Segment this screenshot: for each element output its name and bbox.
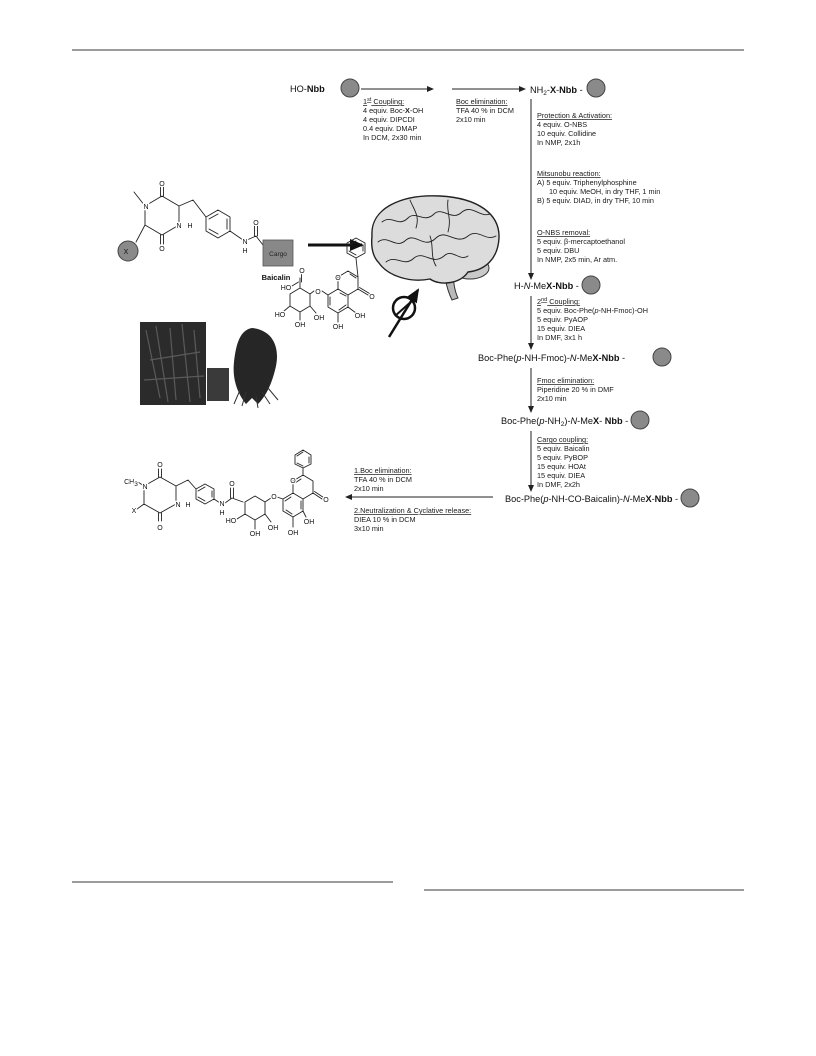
atom-label: O xyxy=(229,481,235,488)
int-seg: Boc-Phe( xyxy=(478,353,517,363)
int-seg: NH xyxy=(530,85,544,95)
atom-label: OH xyxy=(332,324,344,331)
intermediate-ho-nbb xyxy=(290,84,325,94)
int-seg: - xyxy=(556,85,560,95)
atom-label: OH xyxy=(354,313,366,320)
int-seg: -Me xyxy=(576,353,593,363)
int-seg: N xyxy=(569,353,577,363)
int-seg: - xyxy=(622,416,629,426)
cond-seg: nd xyxy=(541,297,548,303)
int-seg: - xyxy=(598,353,602,363)
photo-dried-root-small xyxy=(207,368,229,401)
int-seg: N xyxy=(570,416,578,426)
int-seg: X xyxy=(592,353,599,363)
atom-label: H xyxy=(242,248,248,255)
int-seg: X xyxy=(546,281,553,291)
baicalin-structure-bonds xyxy=(284,238,370,322)
atom-label: OH xyxy=(303,519,315,526)
cond-line xyxy=(363,106,423,115)
atom-label: O xyxy=(369,294,375,301)
resin-bead xyxy=(631,411,649,429)
cond-line: 5 equiv. DBU xyxy=(537,246,580,255)
cond-line: B) 5 equiv. DIAD, in dry THF, 10 min xyxy=(537,196,654,205)
cond-line: Piperidine 20 % in DMF xyxy=(537,385,614,394)
conditions-mitsunobu xyxy=(537,169,662,205)
resin-bead xyxy=(582,276,600,294)
int-seg: - xyxy=(672,494,679,504)
atom-label: O xyxy=(315,289,321,296)
atom-label: O xyxy=(159,246,165,253)
atom-label: O xyxy=(157,525,163,532)
int-seg: -NH-CO-Baicalin)- xyxy=(548,494,623,504)
conditions-neutralization xyxy=(354,506,473,533)
cond-line: DIEA 10 % in DCM xyxy=(354,515,416,524)
cond-line: 5 equiv. PyAOP xyxy=(537,315,588,324)
atom-label-methyl xyxy=(124,479,138,488)
atom-label: O xyxy=(335,275,341,282)
atom-label: N xyxy=(242,239,248,246)
product-structure xyxy=(124,450,329,538)
baicalin-label: Baicalin xyxy=(261,273,291,282)
atom-label: H xyxy=(219,510,225,517)
cond-line: 15 equiv. HOAt xyxy=(537,462,586,471)
atom-label: O xyxy=(271,494,277,501)
atom-label: HO xyxy=(280,285,292,292)
cond-seg: 5 equiv. Boc-Phe( xyxy=(537,306,595,315)
cond-line: In DMF, 2x2h xyxy=(537,480,580,489)
int-seg: X xyxy=(645,494,652,504)
cond-line: 2x10 min xyxy=(354,484,384,493)
atom-label: OH xyxy=(294,322,306,329)
cond-line: 10 equiv. MeOH, in dry THF, 1 min xyxy=(549,187,661,196)
resin-bead xyxy=(587,79,605,97)
atom-label: OH xyxy=(249,531,261,538)
cond-title: 1.Boc elimination: xyxy=(354,466,412,475)
cond-line: 15 equiv. DIEA xyxy=(537,471,585,480)
int-seg: Nbb xyxy=(555,281,574,291)
cond-line: 0.4 equiv. DMAP xyxy=(363,124,418,133)
cond-title: 2.Neutralization & Cyclative release: xyxy=(354,506,472,515)
cond-seg: st xyxy=(367,97,372,103)
int-seg: - xyxy=(546,85,550,95)
cond-title: Fmoc elimination: xyxy=(537,376,595,385)
int-seg: H- xyxy=(514,281,524,291)
cond-line: A) 5 equiv. Triphenylphosphine xyxy=(537,178,637,187)
cond-line: TFA 40 % in DCM xyxy=(456,106,514,115)
int-seg: -NH-Fmoc)- xyxy=(521,353,570,363)
photo-fresh-root xyxy=(234,328,277,404)
cond-seg: -OH xyxy=(409,106,424,115)
atom-label: N xyxy=(219,501,225,508)
conditions-fmoc-elimination xyxy=(537,376,616,403)
atom-seg: CH xyxy=(124,479,135,486)
cond-title xyxy=(363,97,404,106)
atom-label: OH xyxy=(267,525,279,532)
cond-line: In NMP, 2x1h xyxy=(537,138,581,147)
atom-label: O xyxy=(159,181,165,188)
intermediate-boc-phe-baicalin xyxy=(505,494,678,504)
cond-line: TFA 40 % in DCM xyxy=(354,475,412,484)
int-seg: X xyxy=(549,85,557,95)
int-seg: - xyxy=(651,494,655,504)
atom-label: OH xyxy=(313,315,325,322)
atom-label: O xyxy=(157,462,163,469)
intermediate-boc-phe-fmoc xyxy=(478,353,625,363)
int-seg: )- xyxy=(564,416,571,426)
delivery-structure-bonds xyxy=(134,187,263,245)
int-seg: 2 xyxy=(560,421,565,428)
cond-line xyxy=(537,306,648,315)
int-seg: - xyxy=(573,281,579,291)
intermediate-h-n-mex-nbb xyxy=(514,281,579,291)
resin-bead xyxy=(653,348,671,366)
cond-title: Mitsunobu reaction: xyxy=(537,169,601,178)
int-seg: Nbb xyxy=(306,84,325,94)
intermediate-nh2-x-nbb xyxy=(530,85,583,97)
int-seg: Nbb xyxy=(601,353,620,363)
int-seg: - xyxy=(577,85,583,95)
resin-bead xyxy=(681,489,699,507)
cond-seg: 1 xyxy=(363,97,368,106)
conditions-first-coupling xyxy=(363,97,425,142)
int-seg: Nbb xyxy=(559,85,578,95)
cond-line: In NMP, 2x5 min, Ar atm. xyxy=(537,255,618,264)
cond-line: 4 equiv. DIPCDI xyxy=(363,115,415,124)
int-seg: Nbb xyxy=(604,416,623,426)
conditions-final-boc-elimination xyxy=(354,466,414,493)
atom-label: HO xyxy=(225,518,237,525)
atom-label: O xyxy=(253,220,259,227)
int-seg: - xyxy=(619,353,626,363)
plant-photos xyxy=(140,322,278,408)
conditions-second-coupling xyxy=(537,297,650,342)
cond-seg: -NH-Fmoc)-OH xyxy=(598,306,648,315)
atom-label: N xyxy=(176,223,182,230)
cond-seg: 2 xyxy=(537,297,542,306)
atom-label: O xyxy=(323,497,329,504)
cond-seg: X xyxy=(405,106,410,115)
atom-label: N xyxy=(143,204,149,211)
cond-line: 10 equiv. Collidine xyxy=(537,129,597,138)
int-seg: - xyxy=(552,281,556,291)
intermediate-boc-phe-nh2 xyxy=(501,416,628,428)
cond-title: Cargo coupling: xyxy=(537,435,589,444)
cond-title: Boc elimination: xyxy=(456,97,508,106)
int-seg: -Me xyxy=(577,416,593,426)
atom-label: O xyxy=(290,478,296,485)
cond-title xyxy=(537,297,580,306)
conditions-boc-elimination xyxy=(456,97,516,124)
cond-line: 5 equiv. Baicalin xyxy=(537,444,590,453)
atom-seg: 3 xyxy=(134,481,138,488)
atom-label: O xyxy=(299,268,305,275)
int-seg: Boc-Phe( xyxy=(501,416,540,426)
int-seg: 2 xyxy=(543,90,547,97)
cond-line: In DMF, 3x1 h xyxy=(537,333,583,342)
cond-line: 2x10 min xyxy=(456,115,486,124)
cargo-label: Cargo xyxy=(269,251,287,258)
atom-label: N xyxy=(142,484,148,491)
int-seg: N xyxy=(622,494,630,504)
atom-label: H xyxy=(185,502,191,509)
cond-seg: 4 equiv. Boc- xyxy=(363,106,406,115)
int-seg: p xyxy=(539,416,545,426)
cond-line: 15 equiv. DIEA xyxy=(537,324,585,333)
delivery-construct-structure xyxy=(118,181,293,282)
cond-line: In DCM, 2x30 min xyxy=(363,133,422,142)
int-seg: Nbb xyxy=(654,494,673,504)
brain-illustration xyxy=(372,196,499,300)
cond-line: 5 equiv. PyBOP xyxy=(537,453,588,462)
bbb-passage-symbol xyxy=(389,290,418,337)
int-seg: - xyxy=(599,416,605,426)
cond-title: O-NBS removal: xyxy=(537,228,591,237)
atom-label: HO xyxy=(274,312,286,319)
cond-line: 2x10 min xyxy=(537,394,567,403)
int-seg: N xyxy=(523,281,531,291)
cond-line: 3x10 min xyxy=(354,524,384,533)
conditions-cargo-coupling xyxy=(537,435,592,489)
atom-label: X xyxy=(123,249,129,256)
int-seg: p xyxy=(543,494,549,504)
int-seg: HO- xyxy=(290,84,307,94)
int-seg: p xyxy=(516,353,522,363)
int-seg: -Me xyxy=(629,494,646,504)
atom-label: X xyxy=(131,508,137,515)
atom-label: N xyxy=(175,502,181,509)
atom-label: H xyxy=(187,223,193,230)
atom-label: OH xyxy=(287,530,299,537)
cond-line: 4 equiv. O-NBS xyxy=(537,120,588,129)
cond-line: 5 equiv. β-mercaptoethanol xyxy=(537,237,626,246)
cond-seg: Coupling: xyxy=(371,97,405,106)
cond-seg: Coupling: xyxy=(547,297,581,306)
int-seg: X xyxy=(593,416,600,426)
int-seg: -Me xyxy=(530,281,547,291)
conditions-onbs-removal xyxy=(537,228,627,264)
resin-bead xyxy=(341,79,359,97)
cond-seg: p xyxy=(594,306,599,315)
int-seg: -NH xyxy=(544,416,561,426)
int-seg: Boc-Phe( xyxy=(505,494,544,504)
conditions-protection xyxy=(537,111,614,147)
cond-title: Protection & Activation: xyxy=(537,111,613,120)
